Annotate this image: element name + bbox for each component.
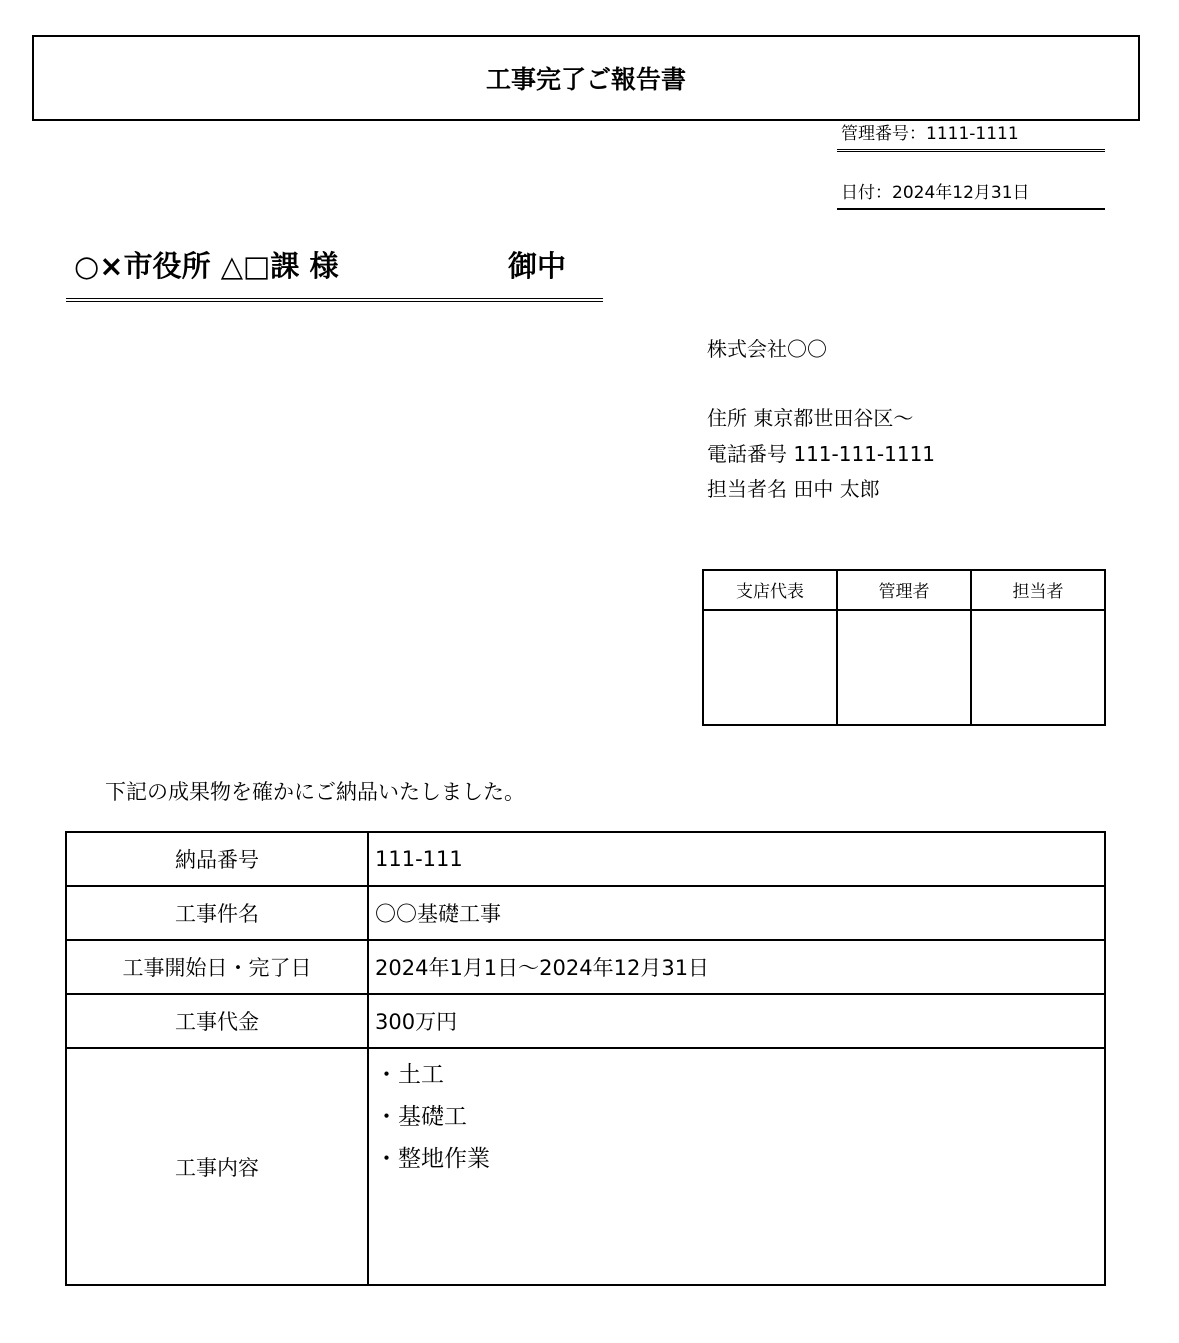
table-row-content [66,1048,1105,1285]
list-item: ・整地作業 [375,1146,490,1172]
approval-stamp-table [702,569,1106,726]
row-label: 工事代金 [66,994,368,1048]
company-name: 株式会社〇〇 [707,337,827,361]
company-person: 担当者名 田中 太郎 [707,477,880,501]
table-row [66,940,1105,994]
row-value: 111-111 [368,832,1105,886]
table-row [66,832,1105,886]
list-item: ・基礎工 [375,1104,467,1130]
stamp-box-branch-rep [703,610,837,726]
row-value: 2024年1月1日～2024年12月31日 [368,940,1105,994]
row-value: 300万円 [368,994,1105,1048]
detail-table [65,831,1106,1286]
document-date: 日付：2024年12月31日 [837,178,1105,210]
row-label: 工事件名 [66,886,368,940]
approval-header-manager: 管理者 [837,570,971,610]
company-address: 住所 東京都世田谷区～ [707,406,914,430]
table-row [66,994,1105,1048]
content-label: 工事内容 [66,1048,368,1285]
intro-text: 下記の成果物を確かにご納品いたしました。 [105,780,525,804]
stamp-box-person [971,610,1105,726]
stamp-box-manager [837,610,971,726]
company-phone: 電話番号 111-111-1111 [707,442,936,466]
management-number: 管理番号：1111-1111 [837,119,1105,152]
row-value: 〇〇基礎工事 [368,886,1105,940]
recipient-block [66,244,603,302]
approval-header-person: 担当者 [971,570,1105,610]
document-title: 工事完了ご報告書 [32,35,1140,121]
approval-header-branch-rep: 支店代表 [703,570,837,610]
recipient-honorific: 御中 [508,249,567,283]
content-list [368,1048,1105,1285]
recipient-name: ○×市役所 △□課 様 [74,249,339,283]
table-row [66,886,1105,940]
list-item: ・土工 [375,1062,444,1088]
row-label: 工事開始日・完了日 [66,940,368,994]
row-label: 納品番号 [66,832,368,886]
